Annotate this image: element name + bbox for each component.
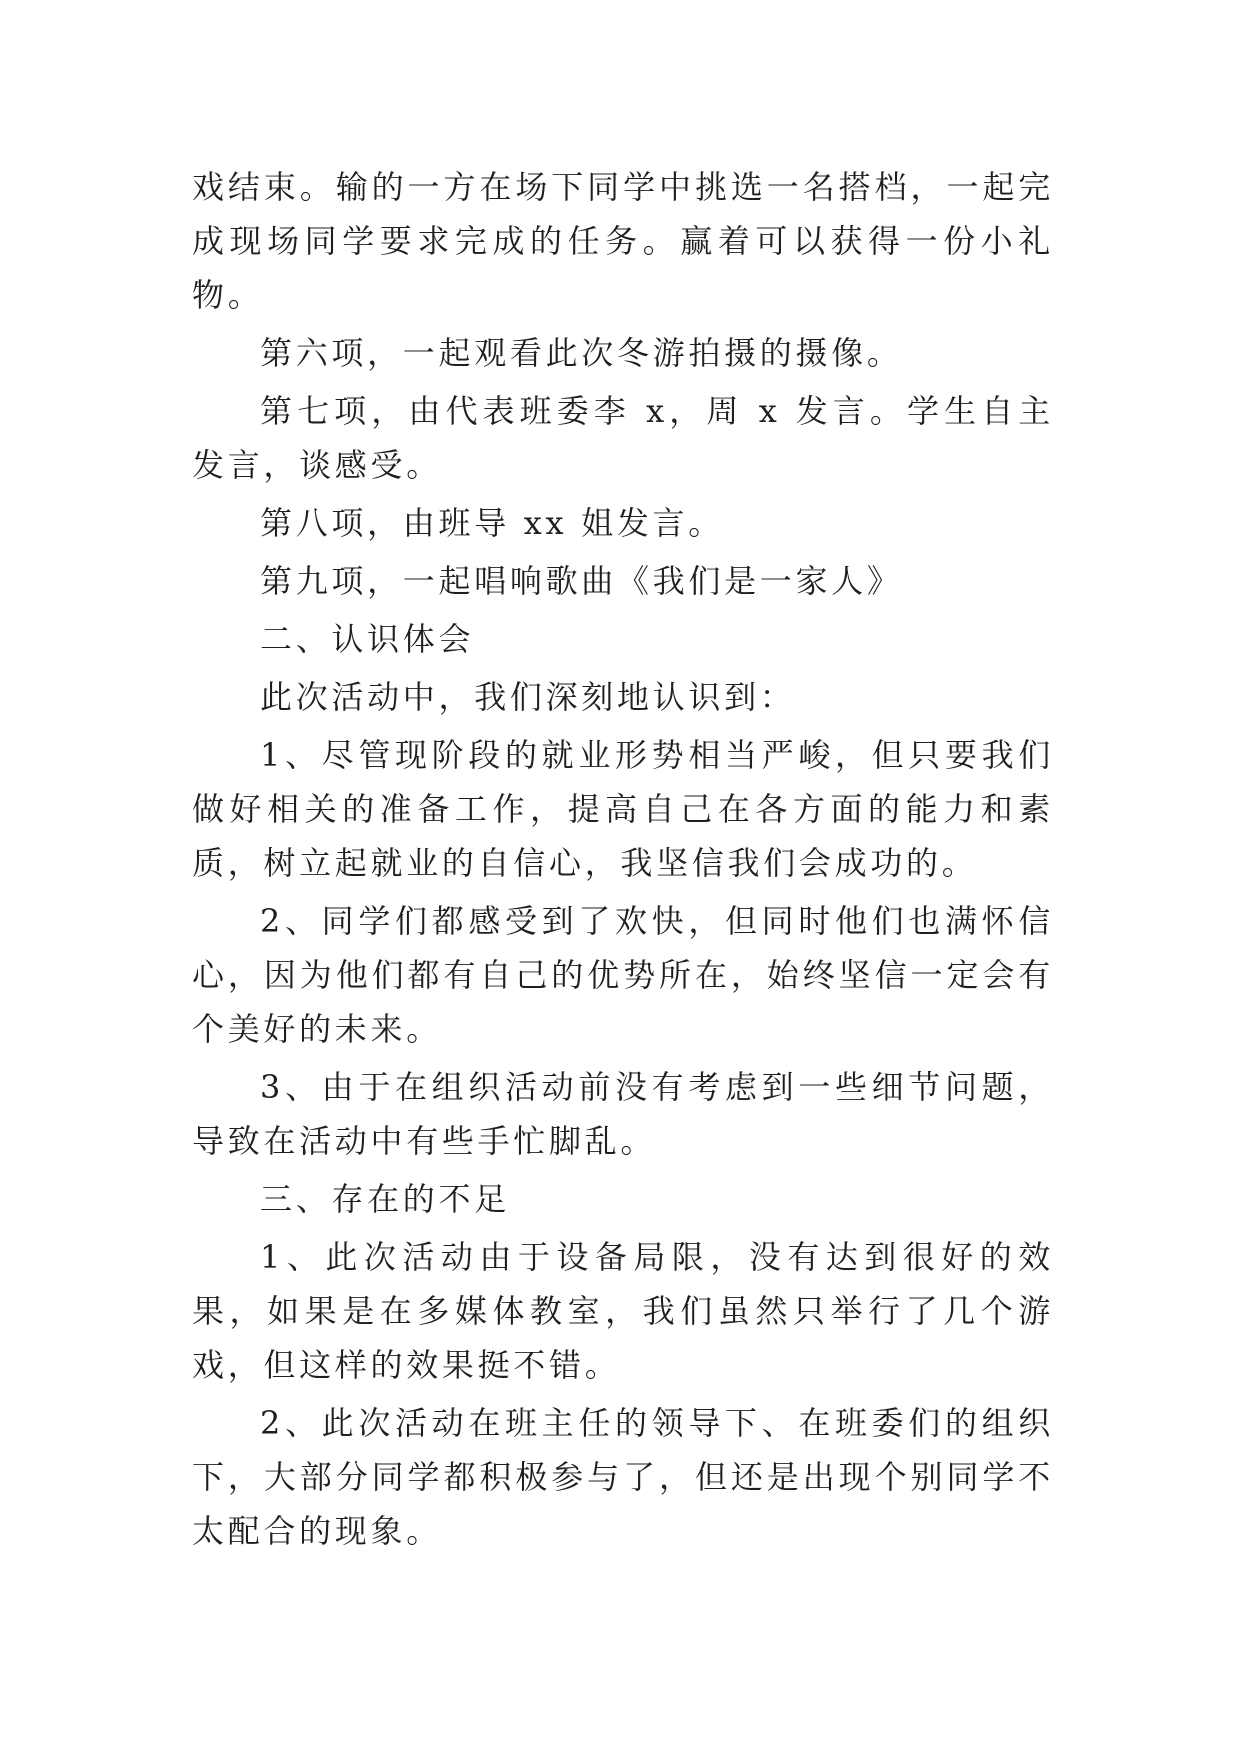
section-heading-understanding: 二、认识体会 [260, 620, 475, 658]
paragraph-item-nine: 第九项，一起唱响歌曲《我们是一家人》 [260, 562, 903, 600]
paragraph-item-seven: 第七项，由代表班委李 x，周 x 发言。学生自主发言，谈感受。 [192, 392, 1054, 484]
paragraph-item-eight: 第八项，由班导 xx 姐发言。 [260, 504, 724, 542]
paragraph-shortcoming-1: 1、此次活动由于设备局限，没有达到很好的效果，如果是在多媒体教室，我们虽然只举行了几个游戏，但这样的效果挺不错。 [192, 1238, 1054, 1384]
paragraph-understanding-3: 3、由于在组织活动前没有考虑到一些细节问题，导致在活动中有些手忙脚乱。 [192, 1068, 1054, 1160]
paragraph-understanding-intro: 此次活动中，我们深刻地认识到： [260, 678, 796, 716]
paragraph-shortcoming-2: 2、此次活动在班主任的领导下、在班委们的组织下，大部分同学都积极参与了，但还是出现个别同学不太配合的现象。 [192, 1404, 1054, 1550]
document-body [192, 160, 1054, 1562]
paragraph-item-six: 第六项，一起观看此次冬游拍摄的摄像。 [260, 334, 903, 372]
paragraph-understanding-2: 2、同学们都感受到了欢快，但同时他们也满怀信心，因为他们都有自己的优势所在，始终坚信一定会有个美好的未来。 [192, 902, 1054, 1048]
paragraph-understanding-1: 1、尽管现阶段的就业形势相当严峻，但只要我们做好相关的准备工作，提高自己在各方面的能力和素质，树立起就业的自信心，我坚信我们会成功的。 [192, 736, 1054, 882]
section-heading-shortcomings: 三、存在的不足 [260, 1180, 510, 1218]
paragraph-game-end: 戏结束。输的一方在场下同学中挑选一名搭档，一起完成现场同学要求完成的任务。赢着可以获得一份小礼物。 [192, 168, 1054, 314]
